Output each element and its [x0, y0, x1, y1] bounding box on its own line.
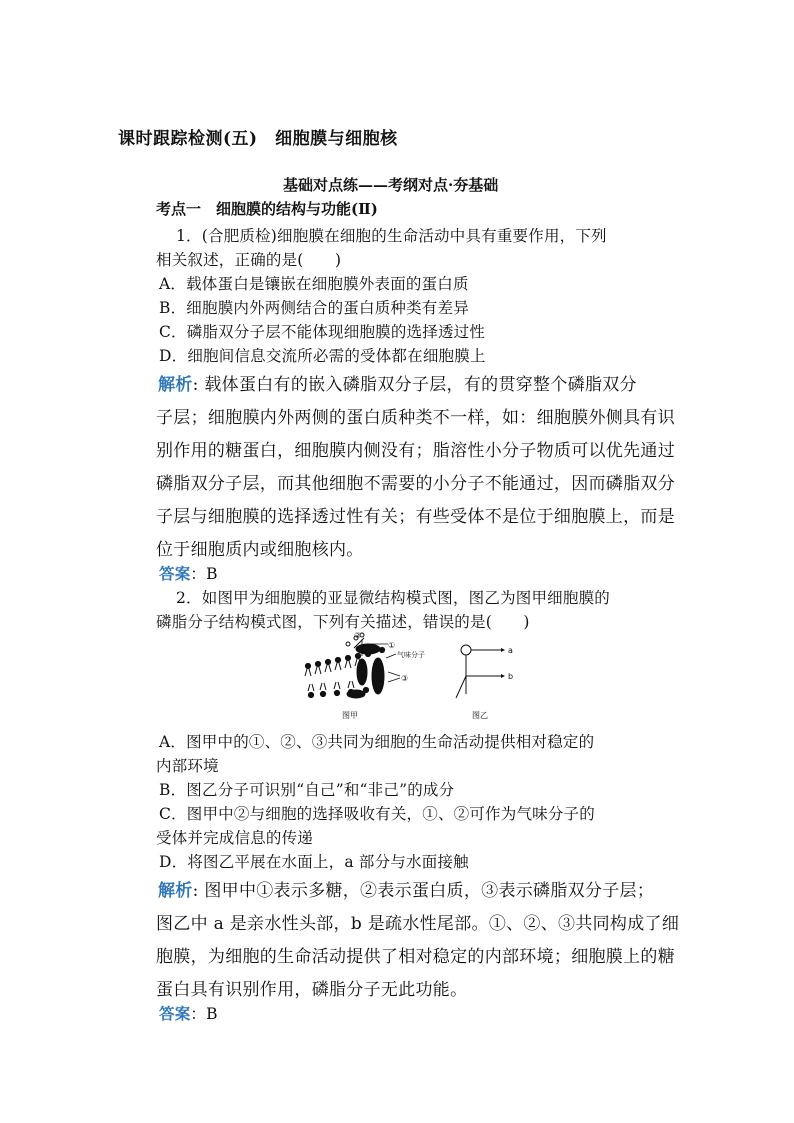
protein-dark-1: [357, 659, 367, 685]
q2-analysis-line2: 图乙中 a 是亲水性头部，b 是疏水性尾部。①、②、③共同构成了细: [156, 914, 680, 934]
protein-top: [356, 644, 380, 654]
protein-bottom: [347, 690, 365, 698]
q1-analysis-line5: 子层与细胞膜的选择透过性有关；有些受体不是位于细胞膜上，而是: [156, 507, 675, 527]
section-subtitle: 基础对点练——考纲对点·夯基础: [283, 176, 499, 194]
protein-dark-2: [372, 658, 384, 694]
q1-analysis-label: 解析: [158, 375, 193, 395]
q2-option-d: D．将图乙平展在水面上，a 部分与水面接触: [159, 853, 469, 871]
q2-option-b: B．图乙分子可识别“自己”和“非己”的成分: [159, 781, 455, 799]
q2-stem-line1: 2．如图甲为细胞膜的亚显微结构模式图，图乙为图甲细胞膜的: [176, 589, 610, 607]
figure-yi: [456, 645, 513, 720]
q1-analysis-text1: : 载体蛋白有的嵌入磷脂双分子层，有的贯穿整个磷脂双分: [192, 375, 637, 395]
odor-molecule-label: 气味分子: [397, 651, 425, 659]
q1-answer-value: ：B: [190, 565, 218, 583]
label-b: b: [508, 672, 514, 681]
q2-option-c-line2: 受体并完成信息的传递: [156, 829, 314, 847]
q1-stem-line2: 相关叙述，正确的是( ): [156, 251, 342, 269]
q1-analysis-line6: 位于细胞质内或细胞核内。: [156, 540, 364, 560]
q1-stem-line1: 1．(合肥质检)细胞膜在细胞的生命活动中具有重要作用，下列: [176, 227, 607, 245]
q2-answer-label: 答案: [159, 1004, 191, 1023]
cell-membrane-figure: [296, 628, 546, 724]
label-3: ③: [401, 674, 409, 683]
q1-analysis-line4: 磷脂双分子层，而其他细胞不需要的小分子不能通过，因而磷脂双分: [156, 474, 675, 494]
q1-option-b: B．细胞膜内外两侧结合的蛋白质种类有差异: [159, 299, 469, 317]
q1-answer: [159, 562, 218, 584]
q1-option-c: C．磷脂双分子层不能体现细胞膜的选择透过性: [159, 323, 486, 341]
q2-answer-value: ：B: [190, 1005, 218, 1023]
label-a: a: [508, 646, 513, 655]
phospholipid-tails: [305, 659, 361, 691]
label-2: ②: [354, 631, 362, 640]
q1-analysis-line2: 子层；细胞膜内外两侧的蛋白质种类不一样，如：细胞膜外侧具有识: [156, 408, 675, 428]
q2-analysis-label: 解析: [158, 881, 193, 901]
q1-option-a: A．载体蛋白是镶嵌在细胞膜外表面的蛋白质: [159, 275, 469, 293]
q1-answer-label: 答案: [159, 564, 191, 583]
q1-analysis-line1: [158, 370, 637, 395]
q1-analysis-line3: 别作用的糖蛋白，细胞膜内侧没有；脂溶性小分子物质可以优先通过: [156, 441, 675, 461]
q2-option-c-line1: C．图甲中②与细胞的选择吸收有关，①、②可作为气味分子的: [159, 805, 595, 823]
hydrophilic-head: [461, 645, 471, 655]
q2-answer: [159, 1002, 218, 1024]
page-title: 课时跟踪检测(五) 细胞膜与细胞核: [118, 129, 398, 149]
q2-stem-line2: 磷脂分子结构模式图，下列有关描述，错误的是( ): [156, 613, 530, 631]
kaodian-heading: 考点一 细胞膜的结构与功能(Ⅱ): [156, 200, 378, 218]
q2-option-a-line2: 内部环境: [156, 757, 219, 775]
q2-analysis-line3: 胞膜，为细胞的生命活动提供了相对稳定的内部环境；细胞膜上的糖: [156, 947, 675, 967]
q2-analysis-line4: 蛋白具有识别作用，磷脂分子无此功能。: [156, 980, 468, 1000]
q2-analysis-text1: : 图甲中①表示多糖，②表示蛋白质，③表示磷脂双分子层；: [192, 881, 655, 901]
label-1: ①: [388, 641, 396, 650]
caption-yi: 图乙: [472, 711, 488, 720]
q2-option-a-line1: A．图甲中的①、②、③共同为细胞的生命活动提供相对稳定的: [159, 733, 595, 751]
caption-jia: 图甲: [342, 711, 358, 720]
figure-jia: [305, 631, 425, 720]
q2-analysis-line1: [158, 876, 654, 901]
q1-option-d: D．细胞间信息交流所必需的受体都在细胞膜上: [159, 347, 486, 365]
